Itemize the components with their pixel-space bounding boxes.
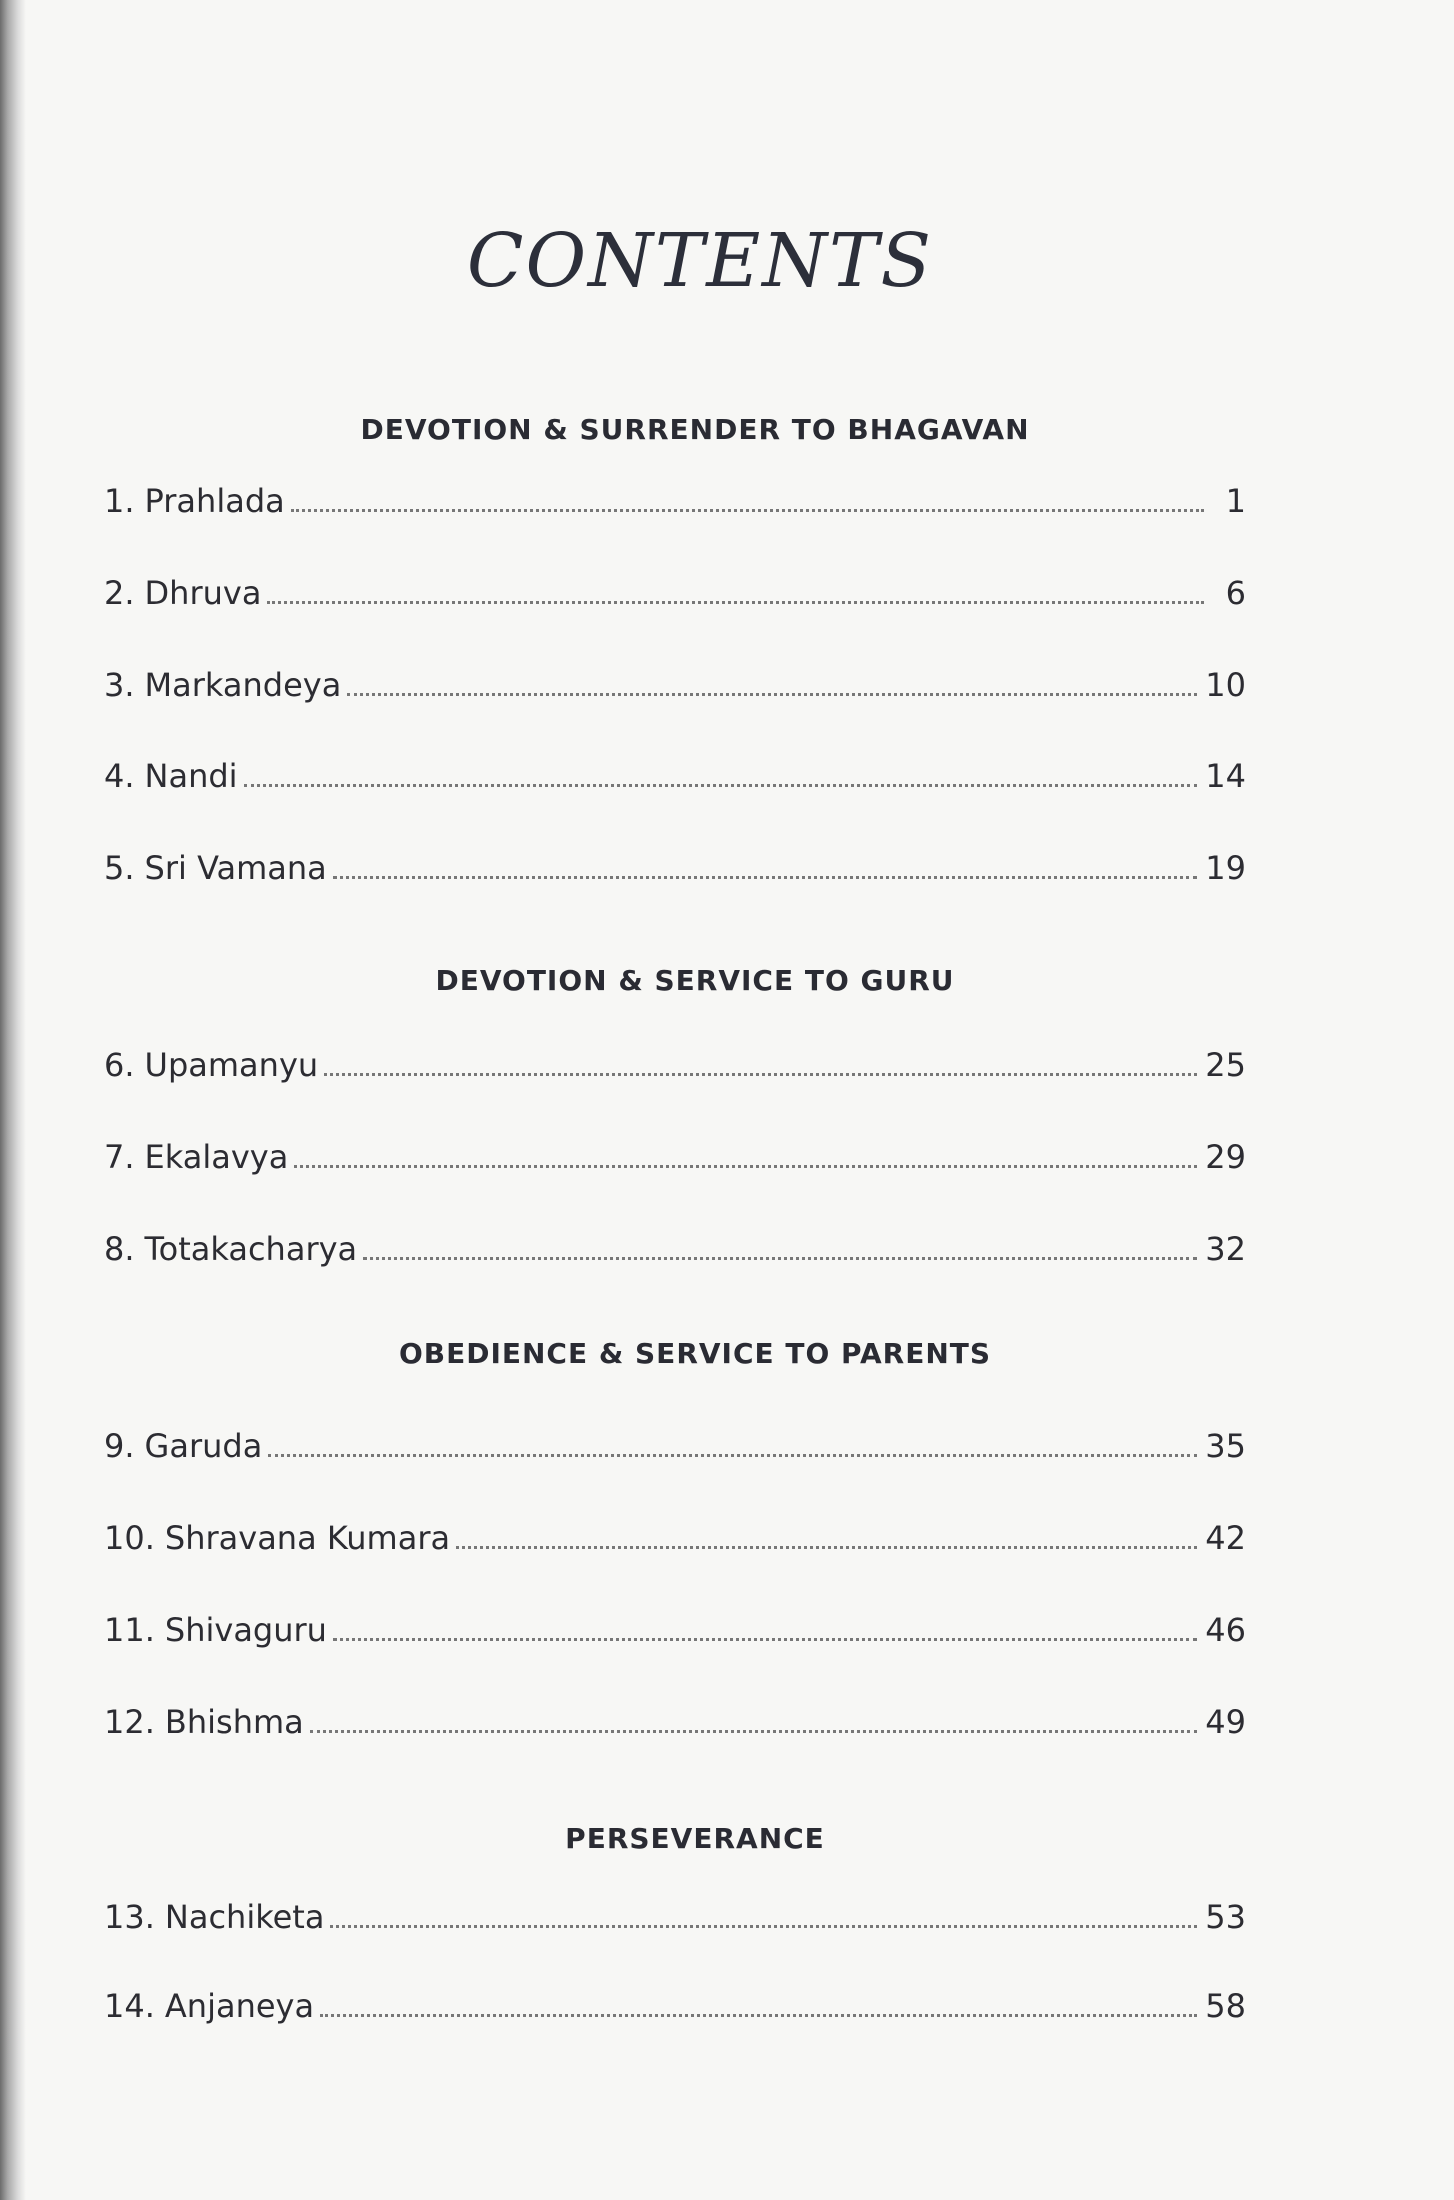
entry-title: Sri Vamana — [144, 849, 327, 887]
toc-entry-bhishma[interactable] — [104, 1697, 1246, 1741]
dot-leader — [333, 1637, 1197, 1641]
entry-title: Ekalavya — [144, 1138, 289, 1176]
section-heading-perseverance: PERSEVERANCE — [565, 1822, 825, 1855]
dot-leader — [333, 875, 1198, 879]
toc-entry-ekalavya[interactable] — [104, 1132, 1246, 1176]
entry-number: 9. — [104, 1427, 135, 1465]
entry-number: 10. — [104, 1519, 155, 1557]
toc-entry-nandi[interactable] — [104, 751, 1246, 795]
entry-title: Nachiketa — [164, 1898, 325, 1936]
entry-title: Upamanyu — [144, 1046, 319, 1084]
entry-title: Shivaguru — [164, 1611, 327, 1649]
dot-leader — [347, 692, 1197, 696]
entry-page-number: 35 — [1205, 1427, 1246, 1465]
section-heading-guru: DEVOTION & SERVICE TO GURU — [435, 964, 955, 997]
toc-entry-upamanyu[interactable] — [104, 1040, 1246, 1084]
entry-page-number: 6 — [1225, 574, 1246, 612]
entry-page-number: 14 — [1205, 757, 1246, 795]
dot-leader — [330, 1924, 1197, 1928]
entry-number: 13. — [104, 1898, 155, 1936]
entry-page-number: 1 — [1225, 482, 1246, 520]
entry-number: 7. — [104, 1138, 135, 1176]
entry-number: 14. — [104, 1987, 155, 2025]
entry-page-number: 49 — [1205, 1703, 1246, 1741]
toc-entry-prahlada[interactable] — [104, 476, 1246, 520]
entry-title: Anjaneya — [164, 1987, 315, 2025]
entry-page-number: 29 — [1205, 1138, 1246, 1176]
entry-number: 6. — [104, 1046, 135, 1084]
entry-page-number: 19 — [1205, 849, 1246, 887]
toc-entry-dhruva[interactable] — [104, 568, 1246, 612]
entry-page-number: 32 — [1205, 1230, 1246, 1268]
entry-page-number: 46 — [1205, 1611, 1246, 1649]
dot-leader — [267, 600, 1204, 604]
dot-leader — [320, 2013, 1197, 2017]
toc-entry-totakacharya[interactable] — [104, 1224, 1246, 1268]
section-heading-parents: OBEDIENCE & SERVICE TO PARENTS — [398, 1337, 992, 1370]
entry-title: Markandeya — [144, 666, 342, 704]
entry-number: 3. — [104, 666, 135, 704]
entry-title: Dhruva — [144, 574, 262, 612]
page-title: CONTENTS — [466, 218, 934, 304]
entry-title: Nandi — [144, 757, 238, 795]
dot-leader — [324, 1072, 1197, 1076]
entry-number: 4. — [104, 757, 135, 795]
entry-page-number: 58 — [1205, 1987, 1246, 2025]
entry-title: Totakacharya — [144, 1230, 358, 1268]
entry-title: Prahlada — [144, 482, 285, 520]
dot-leader — [310, 1729, 1198, 1733]
dot-leader — [268, 1453, 1197, 1457]
dot-leader — [456, 1545, 1197, 1549]
entry-number: 5. — [104, 849, 135, 887]
toc-entry-anjaneya[interactable] — [104, 1981, 1246, 2025]
entry-number: 2. — [104, 574, 135, 612]
dot-leader — [363, 1256, 1197, 1260]
dot-leader — [244, 783, 1198, 787]
toc-entry-nachiketa[interactable] — [104, 1892, 1246, 1936]
entry-number: 12. — [104, 1703, 155, 1741]
entry-number: 1. — [104, 482, 135, 520]
entry-title: Bhishma — [164, 1703, 304, 1741]
entry-page-number: 25 — [1205, 1046, 1246, 1084]
toc-entry-shravana-kumara[interactable] — [104, 1513, 1246, 1557]
entry-page-number: 53 — [1205, 1898, 1246, 1936]
entry-page-number: 10 — [1205, 666, 1246, 704]
toc-entry-shivaguru[interactable] — [104, 1605, 1246, 1649]
toc-entry-sri-vamana[interactable] — [104, 843, 1246, 887]
section-heading-bhagavan: DEVOTION & SURRENDER TO BHAGAVAN — [360, 413, 1030, 446]
entry-title: Shravana Kumara — [164, 1519, 451, 1557]
entry-title: Garuda — [144, 1427, 263, 1465]
dot-leader — [291, 508, 1204, 512]
entry-number: 8. — [104, 1230, 135, 1268]
toc-entry-markandeya[interactable] — [104, 660, 1246, 704]
entry-page-number: 42 — [1205, 1519, 1246, 1557]
dot-leader — [294, 1164, 1197, 1168]
toc-entry-garuda[interactable] — [104, 1421, 1246, 1465]
entry-number: 11. — [104, 1611, 155, 1649]
